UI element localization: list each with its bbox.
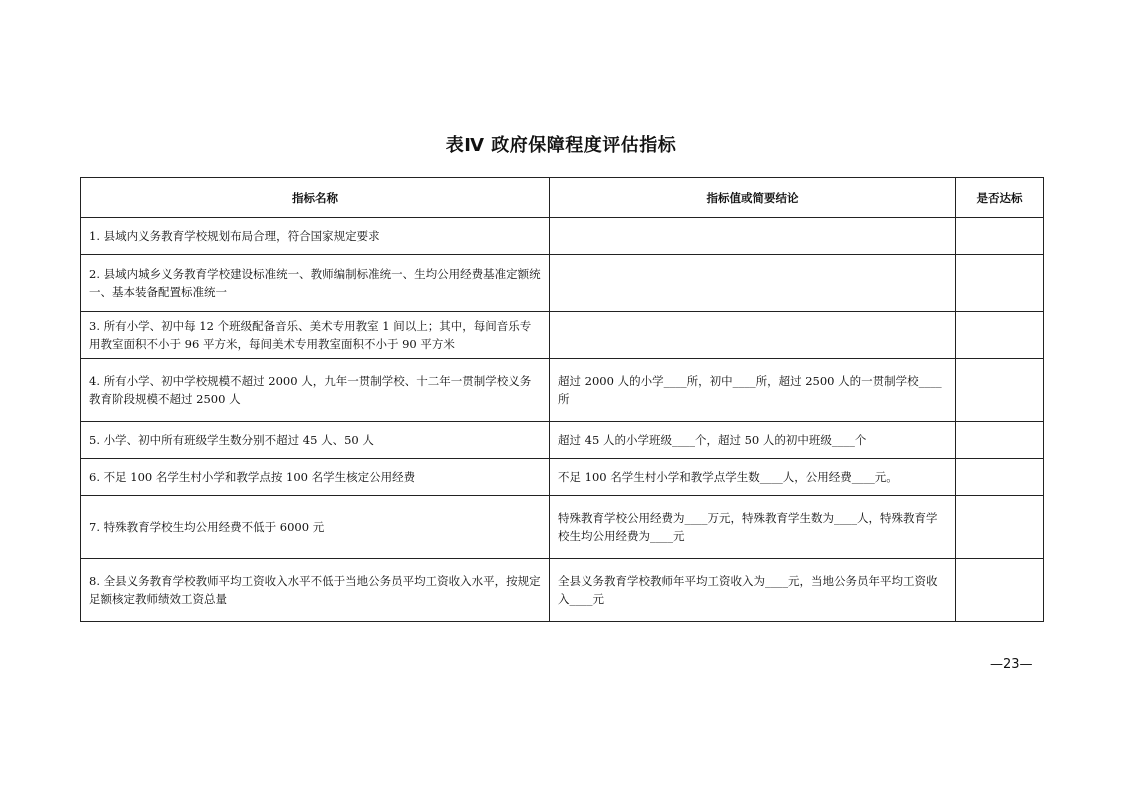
indicator-name-cell: 7. 特殊教育学校生均公用经费不低于 6000 元 <box>81 496 550 559</box>
table-row <box>81 496 1044 559</box>
indicator-value-cell: 不足 100 名学生村小学和教学点学生数____人，公用经费____元。 <box>550 459 956 496</box>
indicator-value-cell: 特殊教育学校公用经费为____万元，特殊教育学生数为____人，特殊教育学校生均公用经费为____元 <box>550 496 956 559</box>
table-row <box>81 559 1044 622</box>
indicator-value-cell <box>550 218 956 255</box>
table-row <box>81 422 1044 459</box>
header-compliance: 是否达标 <box>956 178 1044 218</box>
indicator-value-cell: 超过 45 人的小学班级____个，超过 50 人的初中班级____个 <box>550 422 956 459</box>
indicator-name-cell: 6. 不足 100 名学生村小学和教学点按 100 名学生核定公用经费 <box>81 459 550 496</box>
indicator-value-cell <box>550 312 956 359</box>
indicator-name-cell: 2. 县域内城乡义务教育学校建设标准统一、教师编制标准统一、生均公用经费基准定额统一、基本装备配置标准统一 <box>81 255 550 312</box>
compliance-cell <box>956 218 1044 255</box>
page-number: —23— <box>990 657 1033 672</box>
header-indicator-value: 指标值或简要结论 <box>550 178 956 218</box>
compliance-cell <box>956 312 1044 359</box>
compliance-cell <box>956 459 1044 496</box>
indicator-value-cell <box>550 255 956 312</box>
table-row <box>81 255 1044 312</box>
table-row <box>81 312 1044 359</box>
compliance-cell <box>956 359 1044 422</box>
indicator-value-cell: 超过 2000 人的小学____所，初中____所，超过 2500 人的一贯制学校____所 <box>550 359 956 422</box>
indicator-value-cell: 全县义务教育学校教师年平均工资收入为____元，当地公务员年平均工资收入____元 <box>550 559 956 622</box>
indicator-name-cell: 8. 全县义务教育学校教师平均工资收入水平不低于当地公务员平均工资收入水平，按规定足额核定教师绩效工资总量 <box>81 559 550 622</box>
indicator-name-cell: 3. 所有小学、初中每 12 个班级配备音乐、美术专用教室 1 间以上；其中，每间音乐专用教室面积不小于 96 平方米，每间美术专用教室面积不小于 90 平方米 <box>81 312 550 359</box>
compliance-cell <box>956 255 1044 312</box>
compliance-cell <box>956 422 1044 459</box>
table-row <box>81 359 1044 422</box>
indicator-name-cell: 5. 小学、初中所有班级学生数分别不超过 45 人、50 人 <box>81 422 550 459</box>
header-indicator-name: 指标名称 <box>81 178 550 218</box>
table-header-row <box>81 178 1044 218</box>
compliance-cell <box>956 496 1044 559</box>
compliance-cell <box>956 559 1044 622</box>
table-row <box>81 218 1044 255</box>
page-title: 表Ⅳ 政府保障程度评估指标 <box>445 135 677 156</box>
indicator-table <box>80 177 1044 622</box>
indicator-name-cell: 4. 所有小学、初中学校规模不超过 2000 人，九年一贯制学校、十二年一贯制学校义务教育阶段规模不超过 2500 人 <box>81 359 550 422</box>
indicator-name-cell: 1. 县域内义务教育学校规划布局合理，符合国家规定要求 <box>81 218 550 255</box>
table-row <box>81 459 1044 496</box>
